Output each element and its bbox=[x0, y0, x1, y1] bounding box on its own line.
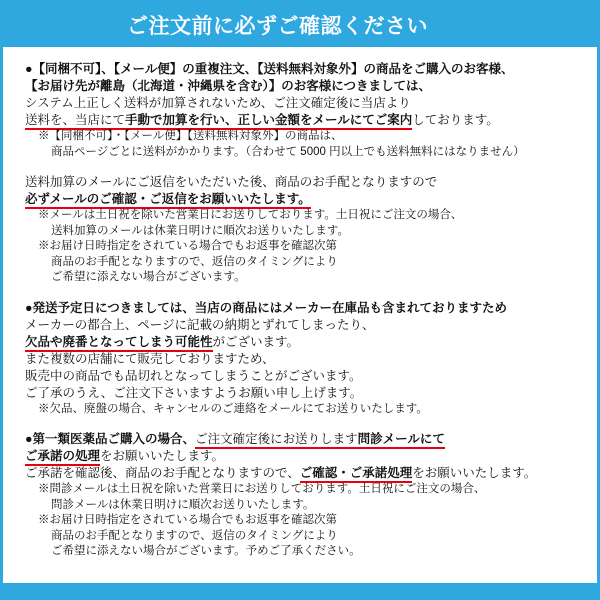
highlighted-text: 送料を、当店にて bbox=[25, 113, 125, 130]
notice-line bbox=[25, 368, 575, 385]
notice-line bbox=[25, 95, 575, 112]
notice-text: 商品のお手配となりますので、返信のタイミングにより bbox=[51, 529, 338, 542]
notice-text: ご希望に添えない場合がございます。予めご了承ください。 bbox=[51, 545, 361, 557]
notice-block bbox=[25, 61, 575, 160]
notice-line bbox=[25, 239, 575, 255]
notice-text: ※【同梱不可】・【メール便】【送料無料対象外】の商品は、 bbox=[38, 130, 343, 142]
notice-text: ご承諾を確認後、商品のお手配となりますので、 bbox=[25, 466, 300, 480]
notice-text: ※お届け日時指定をされている場合でもお返事を確認次第 bbox=[38, 514, 337, 526]
notice-line bbox=[25, 145, 575, 161]
notice-line bbox=[25, 498, 575, 514]
notice-block bbox=[25, 174, 575, 286]
notice-text: ご了承のうえ、ご注文下さいますようお願い申し上げます。 bbox=[25, 385, 363, 400]
notice-block bbox=[25, 431, 575, 560]
notice-text: ●発送予定日につきましては、当店の商品にはメーカー在庫品も含まれておりますため bbox=[25, 300, 508, 315]
notice-text: しております。 bbox=[412, 113, 499, 127]
notice-line bbox=[25, 174, 575, 191]
highlighted-text: ご確認・ご承諾処理 bbox=[300, 466, 413, 483]
notice-text: 送料加算のメールは休業日明けに順次お送りいたします。 bbox=[51, 224, 349, 237]
notice-text: 商品ページごとに送料がかかります。（合わせて 5000 円以上でも送料無料にはなりません） bbox=[51, 145, 525, 158]
page-title: ご注文前に必ずご確認ください bbox=[127, 15, 428, 38]
notice-line bbox=[25, 465, 575, 482]
highlighted-text: ご注文確定後にお送りします bbox=[195, 432, 358, 449]
notice-line bbox=[25, 208, 575, 224]
notice-line bbox=[25, 255, 575, 271]
notice-text: 販売中の商品でも品切れとなってしまうことがございます。 bbox=[25, 368, 362, 383]
notice-line bbox=[25, 61, 575, 78]
notice-text: ●第一類医薬品ご購入の場合、 bbox=[25, 432, 196, 446]
notice-line bbox=[25, 513, 575, 529]
notice-text: ご希望に添えない場合がございます。 bbox=[51, 271, 246, 283]
notice-text: ●【同梱不可】、【メール便】の重複注文、【送料無料対象外】の商品をご購入のお客様、 bbox=[25, 62, 514, 76]
notice-line bbox=[25, 385, 575, 402]
notice-text: ※欠品、廃盤の場合、キャンセルのご連絡をメールにてお送りいたします。 bbox=[38, 402, 428, 415]
notice-line bbox=[25, 431, 575, 448]
notice-text: システム上正しく送料が加算されないため、ご注文確定後に当店より bbox=[25, 96, 411, 110]
page-header bbox=[3, 3, 597, 47]
highlighted-text: 欠品や廃番となってしまう可能性 bbox=[25, 335, 213, 352]
notice-line bbox=[25, 129, 575, 145]
notice-line bbox=[25, 191, 575, 208]
notice-text: をお願いいたします。 bbox=[100, 449, 225, 463]
notice-line bbox=[25, 544, 575, 560]
notice-line bbox=[25, 270, 575, 286]
notice-text: また複数の店舗にて販売しておりますため、 bbox=[25, 351, 275, 366]
notice-text: 問診メールは休業日明けに順次お送りいたします。 bbox=[51, 498, 315, 511]
notice-line bbox=[25, 529, 575, 545]
notice-text: メーカーの都合上、ページに記載の納期とずれてしまったり、 bbox=[25, 317, 375, 332]
notice-line bbox=[25, 334, 575, 351]
notice-text: 【お届け先が離島（北海道・沖縄県を含む）】のお客様につきましては、 bbox=[25, 79, 432, 93]
notice-text: 送料加算のメールにご返信をいただいた後、商品のお手配となりますので bbox=[25, 175, 438, 189]
notice-line bbox=[25, 317, 575, 334]
notice-text: がございます。 bbox=[212, 334, 300, 349]
notice-line bbox=[25, 482, 575, 498]
notice-text: ※メールは土日祝を除いた営業日にお送りしております。土日祝にご注文の場合、 bbox=[38, 209, 463, 221]
footer-bar bbox=[3, 583, 597, 597]
notice-text: ※問診メールは土日祝を除いた営業日にお送りしております。土日祝にご注文の場合、 bbox=[38, 483, 486, 495]
notice-line bbox=[25, 448, 575, 465]
notice-text: 商品のお手配となりますので、返信のタイミングにより bbox=[51, 255, 338, 268]
notice-text: をお願いいたします。 bbox=[412, 466, 537, 480]
notice-line bbox=[25, 402, 575, 418]
notice-line bbox=[25, 300, 575, 317]
notice-line bbox=[25, 351, 575, 368]
notice-body bbox=[3, 47, 597, 560]
notice-text: ※お届け日時指定をされている場合でもお返事を確認次第 bbox=[38, 240, 337, 252]
highlighted-text: 必ずメールのご確認・ご返信をお願いいたします。 bbox=[25, 192, 311, 209]
notice-line bbox=[25, 224, 575, 240]
highlighted-text: ご承諾の処理 bbox=[25, 449, 100, 466]
highlighted-text: 問診メールにて bbox=[358, 432, 445, 449]
notice-line bbox=[25, 112, 575, 129]
notice-line bbox=[25, 78, 575, 95]
notice-block bbox=[25, 300, 575, 418]
highlighted-text: 手動で加算を行い、正しい金額をメールにてご案内 bbox=[125, 113, 412, 130]
